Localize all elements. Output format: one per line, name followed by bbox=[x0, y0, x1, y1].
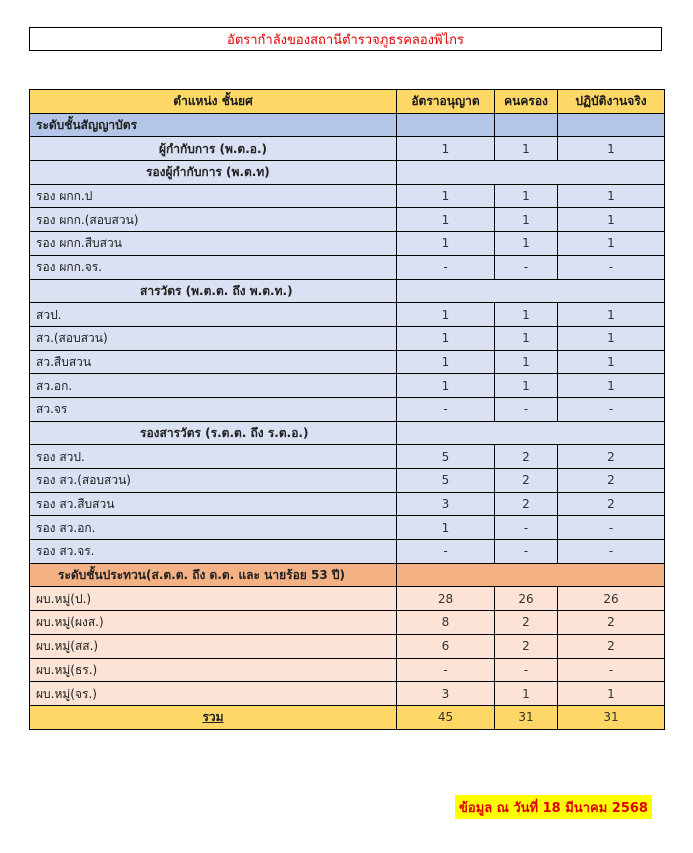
value-actual: - bbox=[558, 516, 665, 540]
value-authorized: 1 bbox=[397, 184, 495, 208]
value-authorized: - bbox=[397, 255, 495, 279]
row-label: รอง ผกก.(สอบสวน) bbox=[30, 208, 397, 232]
value-occupied: 1 bbox=[495, 208, 558, 232]
table-row bbox=[30, 682, 665, 706]
table-row bbox=[30, 350, 665, 374]
value-authorized: 3 bbox=[397, 492, 495, 516]
total-actual: 31 bbox=[558, 705, 665, 729]
value-authorized bbox=[397, 113, 495, 137]
row-label: รองผู้กำกับการ (พ.ต.ท) bbox=[30, 161, 397, 185]
value-authorized: 1 bbox=[397, 208, 495, 232]
value-authorized: 1 bbox=[397, 232, 495, 256]
row-label: ระดับชั้นสัญญาบัตร bbox=[30, 113, 397, 137]
value-actual: 26 bbox=[558, 587, 665, 611]
row-label: ผบ.หมู่(สส.) bbox=[30, 634, 397, 658]
value-actual: 2 bbox=[558, 445, 665, 469]
value-actual: 1 bbox=[558, 303, 665, 327]
table-row bbox=[30, 445, 665, 469]
value-actual bbox=[558, 113, 665, 137]
value-authorized: 5 bbox=[397, 469, 495, 493]
row-label: รอง สว.จร. bbox=[30, 540, 397, 564]
header-position: ตำแหน่ง ชั้นยศ bbox=[30, 90, 397, 114]
row-label: รอง สวป. bbox=[30, 445, 397, 469]
table-row bbox=[30, 279, 665, 303]
value-occupied: 2 bbox=[495, 611, 558, 635]
value-authorized: 1 bbox=[397, 350, 495, 374]
value-actual: - bbox=[558, 540, 665, 564]
row-label: สว.สืบสวน bbox=[30, 350, 397, 374]
table-row bbox=[30, 469, 665, 493]
table-row bbox=[30, 397, 665, 421]
merged-empty-cell bbox=[397, 421, 665, 445]
merged-empty-cell bbox=[397, 563, 665, 587]
merged-empty-cell bbox=[397, 279, 665, 303]
row-label: รอง สว.(สอบสวน) bbox=[30, 469, 397, 493]
row-label: รอง สว.สืบสวน bbox=[30, 492, 397, 516]
row-label: สวป. bbox=[30, 303, 397, 327]
value-authorized: 28 bbox=[397, 587, 495, 611]
value-actual: 1 bbox=[558, 208, 665, 232]
table-row bbox=[30, 658, 665, 682]
data-date-note: ข้อมูล ณ วันที่ 18 มีนาคม 2568 bbox=[455, 795, 652, 819]
value-occupied: 1 bbox=[495, 137, 558, 161]
row-label: ผบ.หมู่(ธร.) bbox=[30, 658, 397, 682]
page-title: อัตรากำลังของสถานีตำรวจภูธรคลองพิไกร bbox=[29, 27, 662, 51]
value-authorized: 1 bbox=[397, 516, 495, 540]
value-occupied: 1 bbox=[495, 682, 558, 706]
value-actual: - bbox=[558, 658, 665, 682]
table-row bbox=[30, 540, 665, 564]
value-actual: 2 bbox=[558, 634, 665, 658]
value-occupied: 1 bbox=[495, 374, 558, 398]
table-row bbox=[30, 255, 665, 279]
value-occupied: - bbox=[495, 540, 558, 564]
row-label: สว.(สอบสวน) bbox=[30, 326, 397, 350]
value-occupied: 2 bbox=[495, 492, 558, 516]
value-actual: 1 bbox=[558, 137, 665, 161]
value-actual: - bbox=[558, 397, 665, 421]
value-occupied: 26 bbox=[495, 587, 558, 611]
value-occupied: - bbox=[495, 516, 558, 540]
value-occupied: 2 bbox=[495, 469, 558, 493]
table-row bbox=[30, 492, 665, 516]
value-authorized: 1 bbox=[397, 326, 495, 350]
value-occupied: - bbox=[495, 255, 558, 279]
value-actual: 1 bbox=[558, 326, 665, 350]
value-authorized: - bbox=[397, 540, 495, 564]
value-authorized: - bbox=[397, 397, 495, 421]
table-row bbox=[30, 587, 665, 611]
row-label: ผบ.หมู่(จร.) bbox=[30, 682, 397, 706]
table-row bbox=[30, 208, 665, 232]
header-authorized: อัตราอนุญาต bbox=[397, 90, 495, 114]
row-label: รอง ผกก.สืบสวน bbox=[30, 232, 397, 256]
table-row bbox=[30, 611, 665, 635]
table-row bbox=[30, 161, 665, 185]
merged-empty-cell bbox=[397, 161, 665, 185]
value-occupied: 1 bbox=[495, 303, 558, 327]
row-label: สว.จร bbox=[30, 397, 397, 421]
value-occupied: 1 bbox=[495, 350, 558, 374]
value-occupied: 1 bbox=[495, 184, 558, 208]
value-actual: 2 bbox=[558, 469, 665, 493]
value-authorized: 5 bbox=[397, 445, 495, 469]
table-row bbox=[30, 184, 665, 208]
table-row bbox=[30, 326, 665, 350]
row-label: สว.อก. bbox=[30, 374, 397, 398]
total-row bbox=[30, 705, 665, 729]
row-label: ผู้กำกับการ (พ.ต.อ.) bbox=[30, 137, 397, 161]
value-occupied: 1 bbox=[495, 326, 558, 350]
table-row bbox=[30, 421, 665, 445]
row-label: รอง ผกก.ป bbox=[30, 184, 397, 208]
total-occupied: 31 bbox=[495, 705, 558, 729]
total-label: รวม bbox=[202, 710, 224, 725]
value-actual: 1 bbox=[558, 350, 665, 374]
row-label: ระดับชั้นประทวน(ส.ต.ต. ถึง ด.ต. และ นายร้อย 53 ปี) bbox=[30, 563, 397, 587]
table-row bbox=[30, 516, 665, 540]
value-actual: - bbox=[558, 255, 665, 279]
table-row bbox=[30, 303, 665, 327]
table-row bbox=[30, 563, 665, 587]
value-authorized: 8 bbox=[397, 611, 495, 635]
row-label: รองสารวัตร (ร.ต.ต. ถึง ร.ต.อ.) bbox=[30, 421, 397, 445]
value-actual: 1 bbox=[558, 682, 665, 706]
row-label: รอง สว.อก. bbox=[30, 516, 397, 540]
table-row bbox=[30, 634, 665, 658]
value-occupied bbox=[495, 113, 558, 137]
row-label: ผบ.หมู่(ป.) bbox=[30, 587, 397, 611]
value-actual: 1 bbox=[558, 232, 665, 256]
value-actual: 1 bbox=[558, 374, 665, 398]
table-header-row bbox=[30, 90, 665, 114]
table-row bbox=[30, 232, 665, 256]
table-row bbox=[30, 374, 665, 398]
row-label: รอง ผกก.จร. bbox=[30, 255, 397, 279]
value-occupied: 2 bbox=[495, 634, 558, 658]
row-label: สารวัตร (พ.ต.ต. ถึง พ.ต.ท.) bbox=[30, 279, 397, 303]
value-actual: 1 bbox=[558, 184, 665, 208]
value-authorized: 1 bbox=[397, 303, 495, 327]
value-actual: 2 bbox=[558, 611, 665, 635]
value-occupied: 1 bbox=[495, 232, 558, 256]
value-authorized: - bbox=[397, 658, 495, 682]
value-authorized: 1 bbox=[397, 374, 495, 398]
header-actual: ปฏิบัติงานจริง bbox=[558, 90, 665, 114]
value-authorized: 1 bbox=[397, 137, 495, 161]
value-authorized: 3 bbox=[397, 682, 495, 706]
value-occupied: 2 bbox=[495, 445, 558, 469]
staffing-table bbox=[29, 89, 665, 730]
total-authorized: 45 bbox=[397, 705, 495, 729]
value-occupied: - bbox=[495, 397, 558, 421]
total-label-cell bbox=[30, 705, 397, 729]
table-row bbox=[30, 137, 665, 161]
row-label: ผบ.หมู่(ผงส.) bbox=[30, 611, 397, 635]
value-occupied: - bbox=[495, 658, 558, 682]
value-authorized: 6 bbox=[397, 634, 495, 658]
header-occupied: คนครอง bbox=[495, 90, 558, 114]
value-actual: 2 bbox=[558, 492, 665, 516]
table-row bbox=[30, 113, 665, 137]
